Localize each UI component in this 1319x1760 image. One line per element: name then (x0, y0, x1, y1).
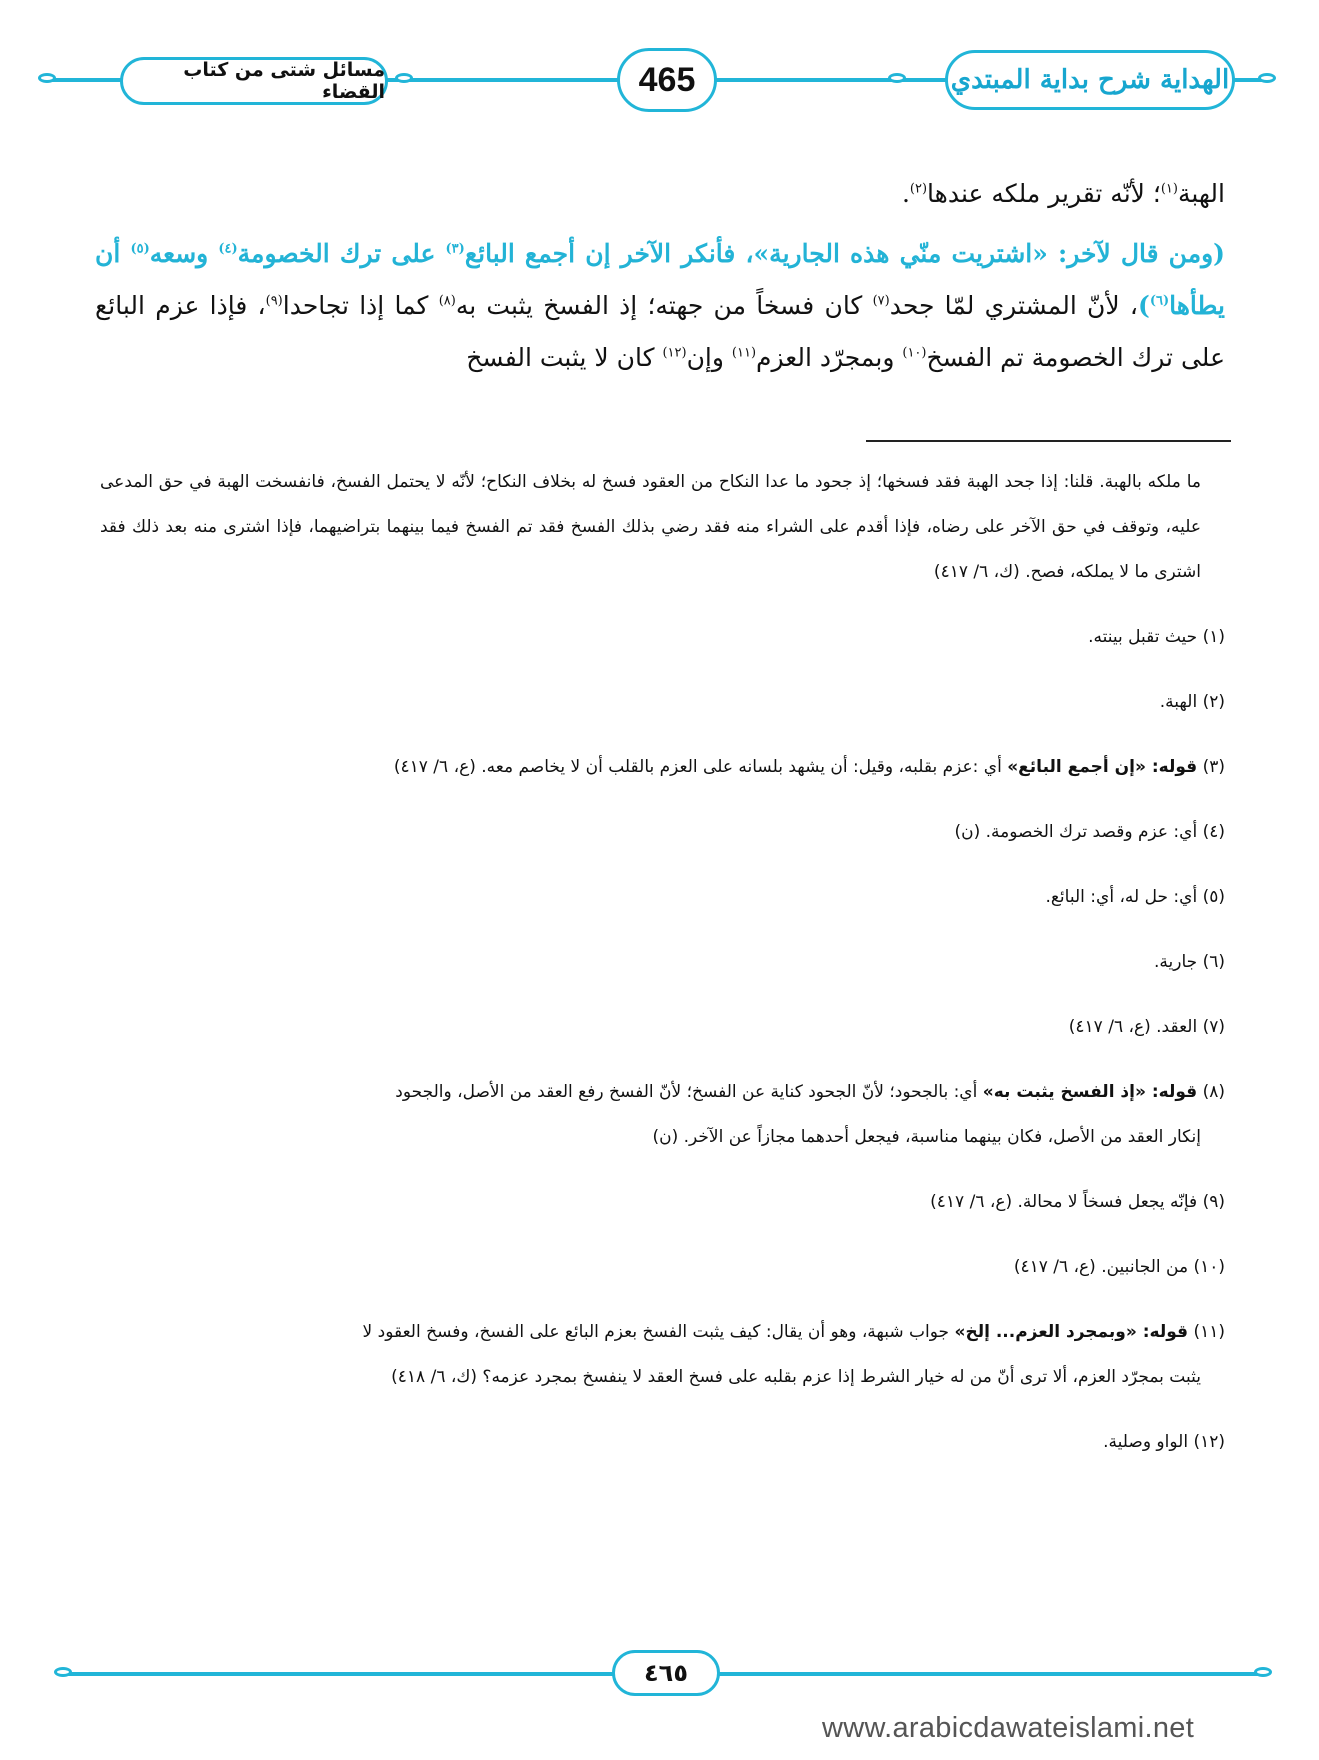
footnote-10: (١٠) من الجانبين. (ع، ٦/ ٤١٧) (1013, 1257, 1225, 1277)
header-page-box (617, 48, 717, 112)
ornament-icon (38, 73, 56, 83)
footnote-8: (٨) قوله: «إذ الفسخ يثبت به» أي: بالجحود؛ لأنّ الجحود كناية عن الفسخ؛ لأنّ الفسخ رفع العقد من الأصل، والجحود إنكار العقد من الأصل، فكان بينهما مناسبة، فيجعل أحدهما مجازاً عن الآخر. (ن) (395, 1082, 1225, 1147)
main-paragraph: (ومن قال لآخر: «اشتريت منّي هذه الجارية»، فأنكر الآخر إن أجمع البائع$^{(٣)}$ على ترك الخصومة$^{(٤)}$ وسعه$^{(٥)}$ أن يطأها$^{(٦)}$)، لأنّ المشتري لمّا جحد$^{(٧)}$ كان فسخاً من جهته؛ إذ الفسخ يثبت به$^{(٨)}$ كما إذا تجاحدا$^{(٩)}$، فإذا عزم البائع على ترك الخصومة تم الفسخ$^{(١٠)}$ وبمجرّد العزم$^{(١١)}$ وإن$^{(١٢)}$ كان لا يثبت الفسخ (95, 239, 1226, 372)
ornament-icon (395, 73, 413, 83)
header-chapter-box (120, 57, 388, 105)
footnote-4: (٤) أي: عزم وقصد ترك الخصومة. (ن) (954, 822, 1225, 842)
footnotes (100, 460, 1225, 1465)
ornament-icon (1254, 1667, 1272, 1677)
footnote-12: (١٢) الواو وصلية. (1103, 1432, 1225, 1452)
footnote-1: (١) حيث تقبل بينته. (1088, 627, 1225, 647)
book-title: الهداية شرح بداية المبتدي (950, 65, 1230, 95)
footnote-6: (٦) جارية. (1154, 952, 1225, 972)
footnote-3: (٣) قوله: «إن أجمع البائع» أي :عزم بقلبه، وقيل: أن يشهد بلسانه على العزم بالقلب أن لا يخاصم معه. (ع، ٦/ ٤١٧) (393, 757, 1225, 777)
main-text (95, 168, 1225, 384)
ornament-icon (54, 1667, 72, 1677)
footnote-continuation: ما ملكه بالهبة. قلنا: إذا جحد الهبة فقد فسخها؛ إذ جحود ما عدا النكاح من العقود فسخ له بخلاف النكاح؛ لأنّه لا يحتمل الفسخ، فانفسخت الهبة في حق المدعى عليه، وتوقف في حق الآخر على رضاه، فإذا أقدم على الشراء منه فقد رضي بذلك الفسخ فقد تم الفسخ فيما بينهما بتراضيهما، فإذا اشترى منه بعد ذلك فقد اشترى ما لا يملكه، فصح. (ك، ٦/ ٤١٧) (100, 472, 1201, 582)
footer-page-box (612, 1650, 720, 1696)
main-line: الهبة$^{(١)}$؛ لأنّه تقرير ملكه عندها$^{(٢)}$. (901, 179, 1225, 208)
ornament-icon (888, 73, 906, 83)
ornament-icon (1258, 73, 1276, 83)
footnote-11: (١١) قوله: «وبمجرد العزم... إلخ» جواب شبهة، وهو أن يقال: كيف يثبت الفسخ بعزم البائع على الفسخ، وفسخ العقود لا يثبت بمجرّد العزم، ألا ترى أنّ من له خيار الشرط إذا عزم بقلبه على فسخ العقد لا ينفسخ بمجرد عزمه؟ (ك، ٦/ ٤١٨) (362, 1322, 1225, 1387)
footer-page-number: ٤٦٥ (644, 1659, 688, 1687)
chapter-title: مسائل شتى من كتاب القضاء (183, 59, 385, 103)
footnote-9: (٩) فإنّه يجعل فسخاً لا محالة. (ع، ٦/ ٤١٧) (930, 1192, 1225, 1212)
footnote-7: (٧) العقد. (ع، ٦/ ٤١٧) (1068, 1017, 1225, 1037)
footnote-2: (٢) الهبة. (1159, 692, 1225, 712)
header-book-box (945, 50, 1235, 110)
footnote-5: (٥) أي: حل له، أي: البائع. (1045, 887, 1225, 907)
page-number: 465 (638, 60, 696, 99)
footnote-separator (866, 440, 1231, 442)
website-url[interactable]: www.arabicdawateislami.net (822, 1712, 1195, 1744)
